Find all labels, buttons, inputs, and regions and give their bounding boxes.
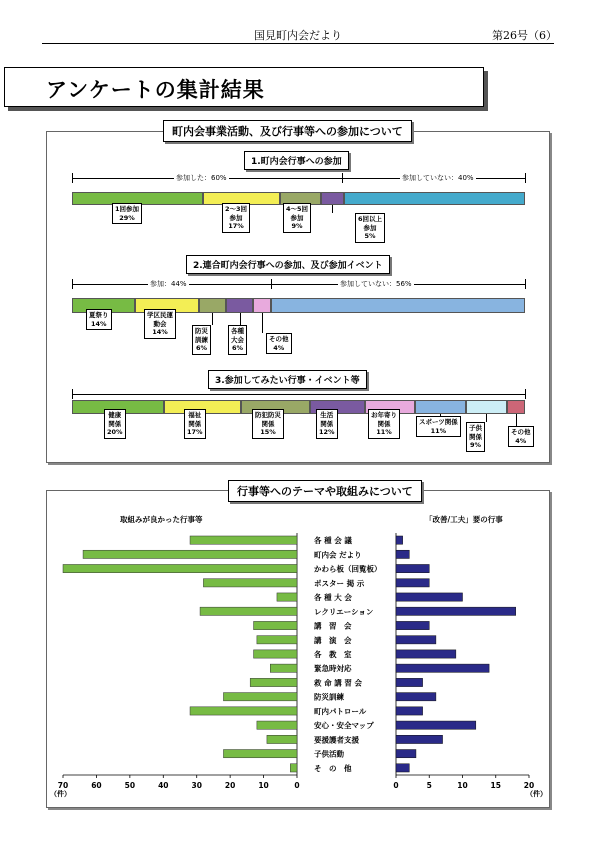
good-bar [254, 621, 297, 629]
q2-callout-1-line: 14% [152, 328, 168, 336]
q3-callout-5-line: 11% [430, 426, 447, 435]
q1-callout-3-line: 5% [364, 232, 376, 240]
good-bar [63, 564, 297, 572]
improve-events-heading: 「改善/工夫」要の行事 [425, 515, 503, 524]
category-label: 子供活動 [314, 749, 344, 759]
q1-callout-1-line: 2～3回 [225, 205, 248, 213]
q1-callout-2-line: 4～5回 [286, 205, 309, 213]
right-axis-tick-label: 15 [490, 781, 501, 790]
improve-bar [396, 735, 443, 743]
q3-callout-1-line: 関係 [188, 419, 202, 428]
q1-title: 1.町内会行事への参加 [244, 151, 349, 170]
q3-callout-7-line: その他 [511, 428, 531, 436]
good-bar [223, 693, 297, 701]
q2-callout-0-line: 14% [90, 319, 107, 328]
q3-callout-6-line: 9% [469, 441, 482, 449]
q1-callout-3-line: 6回以上 [358, 215, 383, 223]
category-label: 講 習 会 [314, 621, 352, 631]
good-events-heading: 取組みが良かった行事等 [120, 515, 203, 524]
q3-callout-4-line: 関係 [377, 419, 391, 428]
good-bar [254, 650, 297, 658]
q1-callout-1-line: 参加 [229, 213, 243, 222]
q3-callout-6-line: 子供 [469, 424, 482, 432]
q3-callout-5-line: スポーツ関係 [419, 418, 458, 426]
q1-participated-label: 参加した：60% [176, 174, 227, 182]
left-unit-label: （件） [50, 790, 71, 798]
q2-callout-4-line: その他 [269, 335, 289, 343]
good-bar [203, 579, 297, 587]
q3-callout-3-line: 12% [319, 428, 335, 436]
right-axis-tick-label: 5 [426, 781, 432, 790]
q2-callout-1-line: 動会 [153, 319, 167, 328]
good-bar [83, 550, 297, 558]
category-label: 防災訓練 [314, 692, 344, 702]
left-axis-tick-label: 60 [91, 781, 102, 790]
left-axis-tick-label: 20 [224, 781, 236, 790]
improve-bar [396, 750, 416, 758]
right-axis-tick-label: 20 [523, 781, 535, 790]
left-axis-tick-label: 0 [294, 781, 300, 790]
q2-callout-3-line: 大会 [231, 335, 244, 344]
good-bar [200, 607, 297, 615]
improve-bar [396, 636, 436, 644]
q1-callout-2-line: 参加 [290, 213, 304, 222]
q2-callout-2-line: 訓練 [195, 335, 208, 344]
category-label: 各 種 会 議 [314, 536, 352, 546]
category-label: かわら板（回覧板） [314, 564, 382, 574]
q3-callout-4-line: お年寄り [371, 411, 397, 419]
category-label: 安心・安全マップ [314, 721, 374, 731]
q2-not-participated-label: 参加していない：56% [340, 280, 412, 288]
improve-bar [396, 693, 436, 701]
improve-bar [396, 621, 429, 629]
q2-callout-1-line: 学区民運 [147, 311, 173, 319]
improve-bar [396, 550, 409, 558]
category-label: 講 演 会 [314, 635, 352, 645]
improve-bar [396, 579, 429, 587]
good-bar [290, 764, 297, 772]
q3-callout-4-line: 11% [376, 428, 392, 436]
q2-callout-2-line: 6% [195, 344, 208, 352]
category-label: 町内会 だより [314, 550, 362, 560]
q3-callout-3-line: 関係 [320, 419, 334, 428]
left-axis-tick-label: 40 [158, 781, 169, 790]
good-bar [223, 750, 297, 758]
improve-bar [396, 678, 423, 686]
q1-callout-0-line: 1回参加 [115, 205, 140, 213]
improve-bar [396, 607, 516, 615]
q1-not-participated-label: 参加していない：40% [402, 174, 474, 182]
right-axis-tick-label: 10 [457, 781, 468, 790]
q2-title: 2.連合町内会行事への参加、及び参加イベント [186, 255, 390, 274]
category-label: 緊急時対応 [314, 664, 352, 674]
category-label: ポスター 掲 示 [314, 578, 365, 588]
page-title: アンケートの集計結果 [46, 78, 265, 102]
q3-callout-2-line: 関係 [261, 419, 275, 428]
left-axis-tick-label: 70 [57, 781, 69, 790]
improve-bar [396, 707, 423, 715]
good-bar [190, 536, 297, 544]
improve-bar [396, 721, 476, 729]
issue-number: 第26号（6） [492, 29, 557, 42]
left-axis-tick-label: 50 [124, 781, 136, 790]
category-label: 各 種 大 会 [314, 593, 352, 603]
good-bar [277, 593, 297, 601]
q1-callout-3-line: 参加 [363, 223, 377, 232]
q3-callout-6-line: 関係 [469, 432, 482, 441]
q3-callout-3-line: 生活 [320, 411, 334, 419]
q2-callout-0-line: 夏祭り [89, 311, 109, 319]
q3-callout-2-line: 防犯防災 [255, 411, 281, 419]
q3-callout-1-line: 17% [187, 428, 203, 436]
improve-bar [396, 536, 403, 544]
q3-callout-1-line: 福祉 [188, 411, 202, 419]
category-label: レクリエーション [314, 607, 374, 617]
participation-section-title: 町内会事業活動、及び行事等への参加について [163, 120, 412, 142]
good-bar [257, 721, 297, 729]
q3-callout-2-line: 15% [260, 428, 276, 436]
q2-callout-4-line: 4% [273, 343, 285, 352]
q3-callout-0-line: 20% [107, 428, 123, 436]
good-bar [270, 664, 297, 672]
category-label: そ の 他 [314, 763, 352, 773]
q3-callout-7-line: 4% [515, 436, 527, 445]
newsletter-title: 国見町内会だより [254, 29, 342, 42]
category-label: 町内パトロール [314, 706, 367, 716]
improve-bar [396, 593, 463, 601]
q3-callout-0-line: 関係 [108, 419, 122, 428]
q1-callout-1-line: 17% [228, 222, 244, 230]
q1-callout-0-line: 29% [119, 213, 135, 222]
q2-participated-label: 参加：44% [150, 280, 187, 288]
themes-section-title: 行事等へのテーマや取組みについて [228, 480, 422, 502]
good-bar [190, 707, 297, 715]
good-bar [250, 678, 297, 686]
category-label: 各 教 室 [314, 650, 352, 659]
q3-callout-0-line: 健康 [108, 411, 122, 419]
q2-callout-3-line: 各種 [231, 327, 244, 335]
improve-bar [396, 650, 456, 658]
q1-callout-2-line: 9% [291, 222, 303, 230]
improve-bar [396, 764, 409, 772]
right-unit-label: （件） [526, 790, 547, 798]
improve-bar [396, 664, 489, 672]
left-axis-tick-label: 10 [258, 781, 269, 790]
category-label: 要援護者支援 [314, 735, 359, 745]
improve-bar [396, 564, 429, 572]
good-bar [267, 735, 297, 743]
category-label: 救 命 講 習 会 [314, 678, 362, 688]
left-axis-tick-label: 30 [191, 781, 202, 790]
q3-title: 3.参加してみたい行事・イベント等 [208, 370, 367, 389]
right-axis-tick-label: 0 [393, 781, 399, 790]
q2-callout-2-line: 防災 [195, 327, 208, 335]
q2-callout-3-line: 6% [231, 344, 244, 352]
good-bar [257, 636, 297, 644]
